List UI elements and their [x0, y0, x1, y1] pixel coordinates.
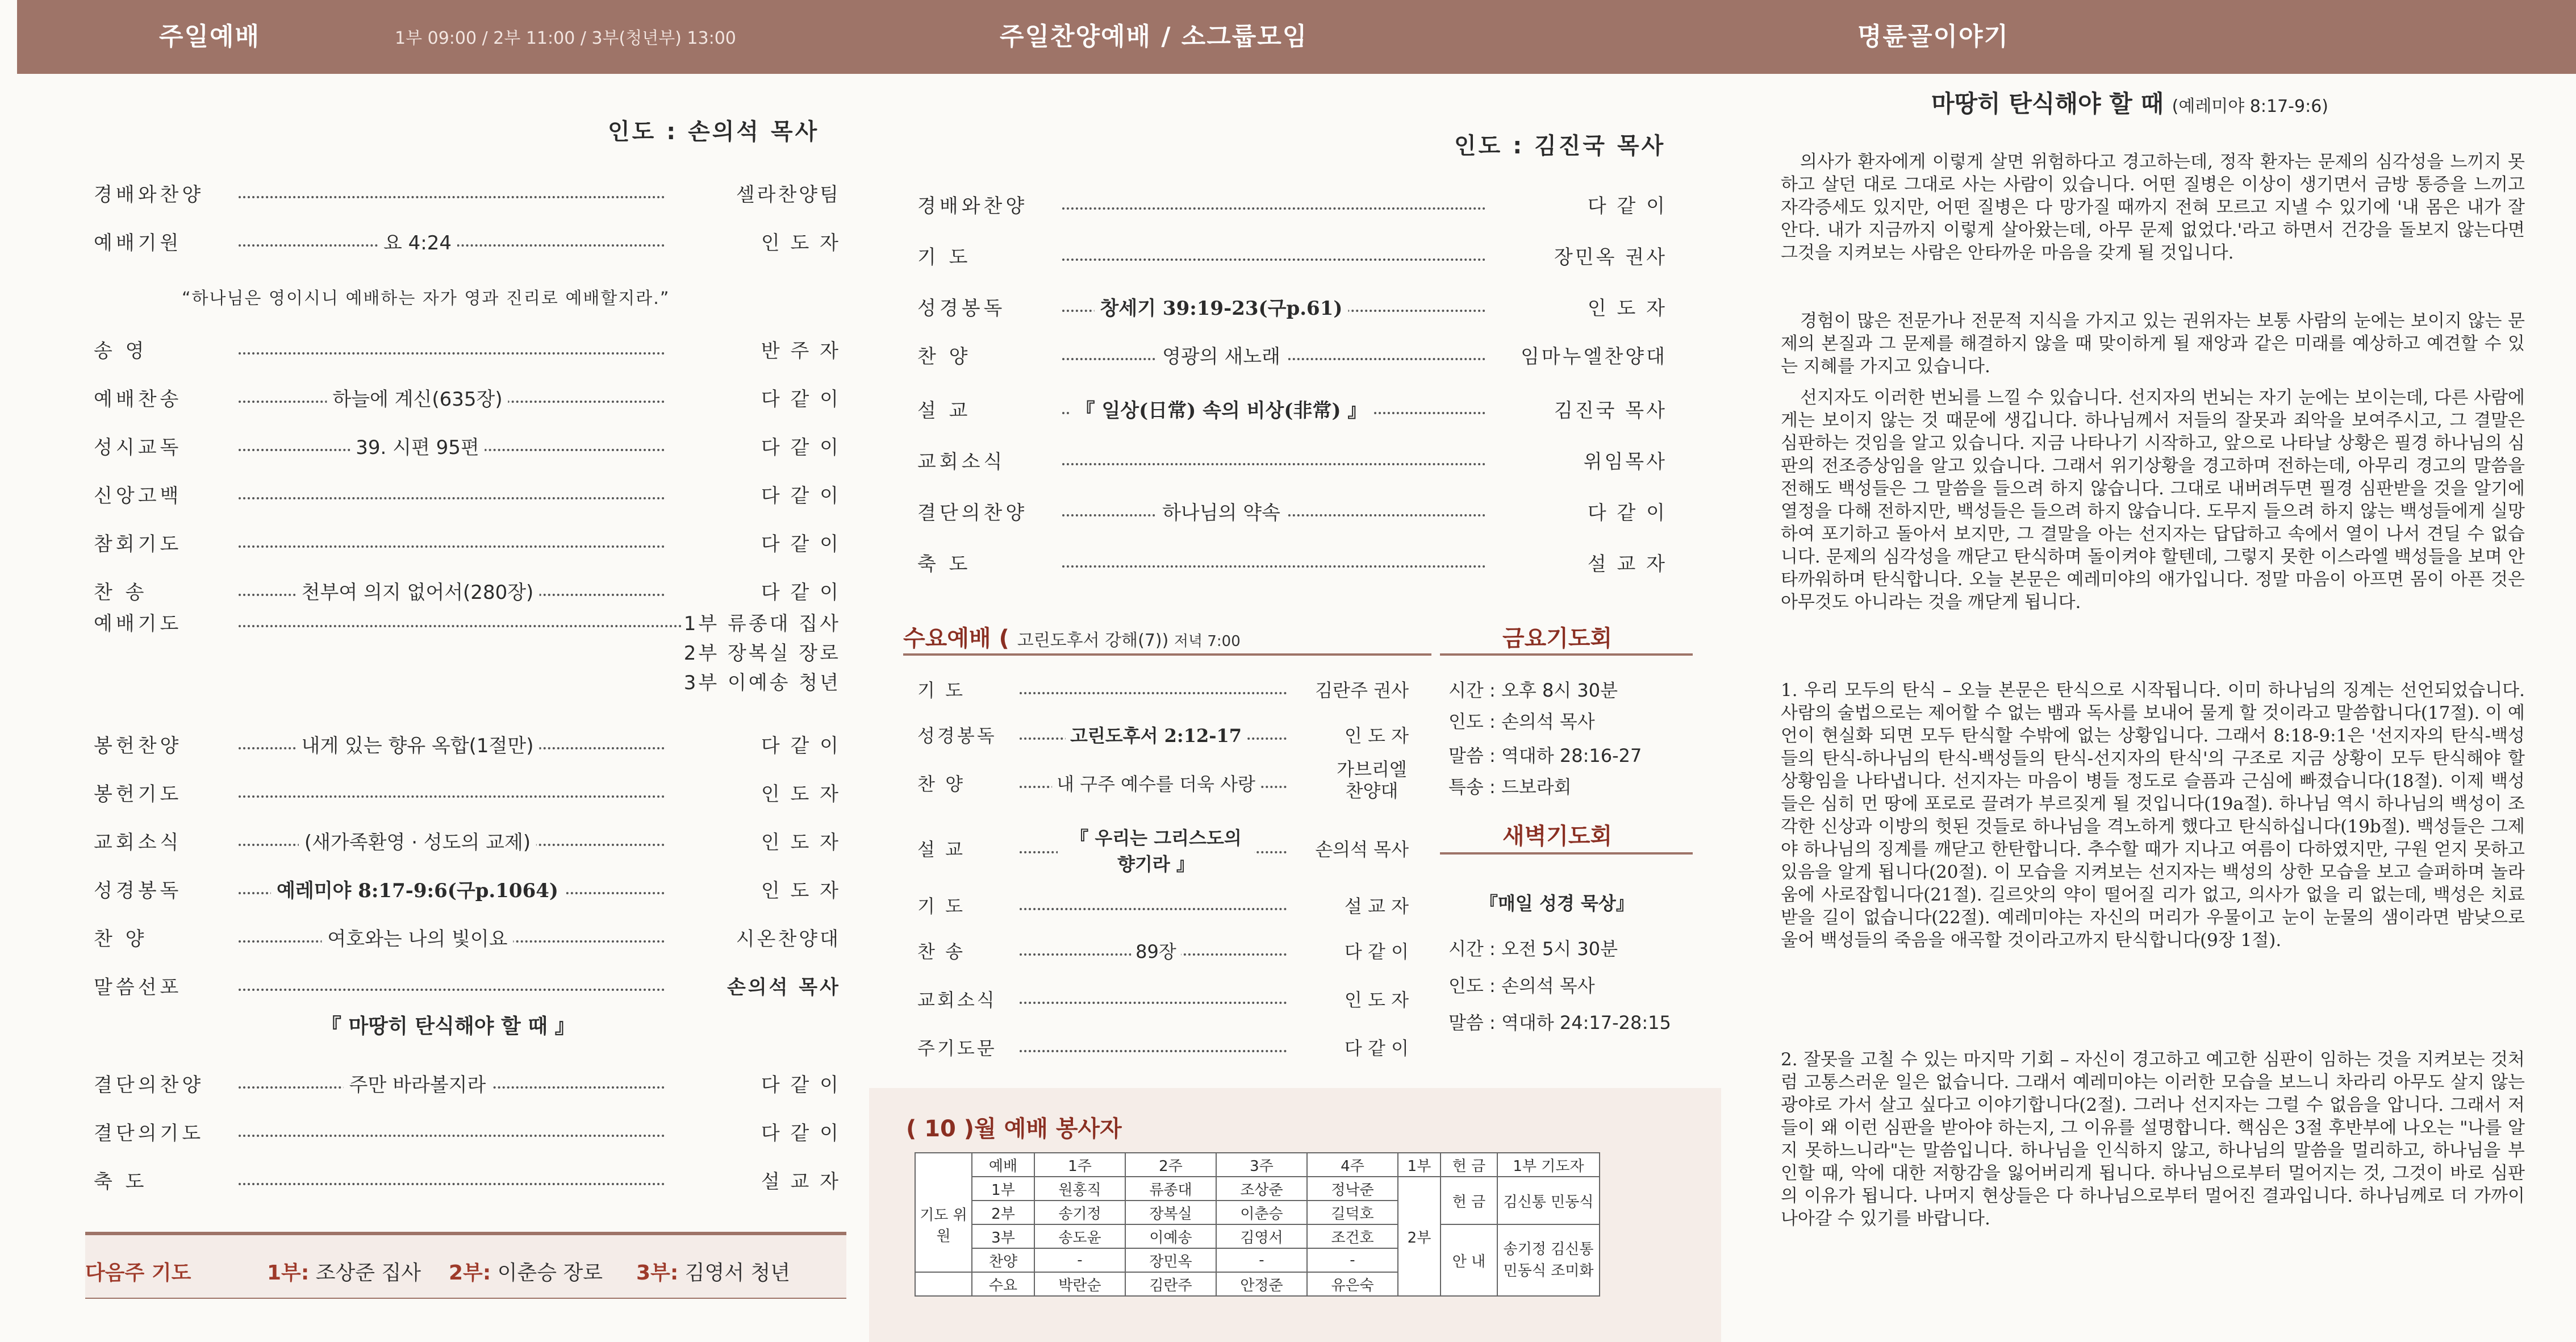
order-row	[94, 923, 841, 957]
wed-row	[917, 722, 1409, 756]
dot-leader	[239, 497, 665, 499]
order-row	[94, 1166, 841, 1200]
row-label: 축 도	[917, 553, 971, 576]
row-label: 성경봉독	[917, 297, 1006, 320]
banner-title: 명륜골이야기	[1857, 22, 2010, 51]
dot-leader	[1020, 692, 1287, 694]
order-row	[94, 875, 841, 909]
row-label: 찬 송	[94, 581, 148, 604]
row-label: 기 도	[917, 680, 965, 701]
row-value: 다 같 이	[761, 485, 841, 507]
next-3: 3부: 김영서 청년	[636, 1261, 791, 1285]
order-row	[94, 528, 841, 562]
row-value: 다 같 이	[761, 436, 841, 459]
row-value: 인 도 자	[761, 232, 841, 255]
row-label: 송 영	[94, 340, 148, 362]
essay-banner	[1721, 0, 2576, 74]
row-label: 찬 양	[917, 345, 971, 368]
row-value: 손의석 목사	[727, 976, 841, 999]
row-label: 성경봉독	[94, 880, 182, 902]
row-value: 반 주 자	[761, 340, 841, 362]
order-row	[94, 1069, 841, 1103]
row-detail: 하나님의 약속	[1157, 497, 1286, 525]
row-value: 셀라찬양팀	[736, 184, 841, 206]
essay-paragraph: 2. 잘못을 고칠 수 있는 마지막 기회 – 자신이 경고하고 예고한 심판이 임하는 것을 지켜보는 것처럼 고통스러운 일은 없습니다. 그래서 예레미야는 이러한 모습을 보느니 차라리 아무도 살지 않는 광야로 가서 살고 싶다고 이야기합니다(2절). 그러나 선지자는 그럴 수 없음을 압니다. 그래서 저들이 왜 이런 심판을 받아야 하는지, 그 이유를 설명합니다. 핵심은 3절 후반부에 나오는 "나를 알지 못하느니라"는 말씀입니다. 하나님을 인식하지 않고, 하나님의 말씀을 멀리하고, 하나님을 부인할 때, 악에 대한 저항감을 잃어버리게 됩니다. 하나님으로부터 멀어지는 것, 그것이 바로 심판의 이유가 됩니다. 나머지 현상들은 다 하나님으로부터 멀어진 결과입니다. 하나님께로 더 가까이 나아갈 수 있기를 바랍니다.	[1781, 1049, 2525, 1229]
row-detail: 요 4:24	[378, 227, 457, 255]
row-detail: 영광의 새노래	[1157, 341, 1286, 369]
row-label: 기 도	[917, 895, 965, 917]
dot-leader	[239, 1135, 665, 1137]
row-label: 신앙고백	[94, 485, 182, 507]
row-label: 찬 양	[917, 773, 965, 795]
row-value: 장민옥 권사	[1554, 246, 1667, 269]
row-label: 예배찬송	[94, 388, 182, 411]
order-row	[94, 827, 841, 861]
fri-title: 금요기도회	[1502, 626, 1613, 652]
wed-row	[917, 892, 1409, 926]
row-value: 인 도 자	[1587, 297, 1667, 320]
order-row	[94, 730, 841, 764]
evening-row	[917, 341, 1667, 375]
order-row	[94, 480, 841, 514]
row-label: 주기도문	[917, 1037, 997, 1059]
row-detail: 내 구주 예수를 더욱 사랑	[1052, 770, 1260, 796]
row-value: 다 같 이	[1587, 502, 1667, 524]
next-label: 다음주 기도	[85, 1261, 191, 1285]
row-value: 인 도 자	[761, 831, 841, 854]
row-detail: 주만 바라볼지라	[344, 1069, 492, 1097]
wed-row	[917, 937, 1409, 972]
dot-leader	[1020, 908, 1287, 910]
row-value: 다 같 이	[1344, 941, 1409, 962]
row-label: 봉헌찬양	[94, 735, 182, 757]
order-row	[94, 608, 841, 642]
row-label: 경배와찬양	[94, 184, 204, 206]
leader: 인도 : 손의석 목사	[608, 119, 820, 145]
banner-times: 1부 09:00 / 2부 11:00 / 3부(청년부) 13:00	[395, 28, 736, 48]
order-row	[94, 335, 841, 369]
essay-paragraph: 선지자도 이러한 번뇌를 느낄 수 있습니다. 선지자의 번뇌는 자기 눈에는 보이는데, 다른 사람에게는 보이지 않는 것 때문에 생깁니다. 하나님께서 저들의 잘못과 죄악을 보여주시고, 그 결말은 심판하는 것임을 알고 있습니다. 지금 나타나기 시작하고, 앞으로 나타날 상황은 필경 하나님의 심판의 전조증상임을 알고 있습니다. 그래서 위기상황을 경고하며 전하는데, 아무리 경고의 말씀을 전해도 백성들은 그 말씀을 들으려 하지 않습니다. 그대로 내버려두면 필경 심판받을 것을 알기에 열정을 다해 전하지만, 백성들은 들으려 하지 않습니다. 도무지 들으려 하지 않는 백성들에게 실망하여 포기하고 돌아서 보지만, 그 결말을 아는 선지자는 답답하고 속에서 열이 나서 견딜 수 없습니다. 문제의 심각성을 깨닫고 탄식하며 돌이켜야 할텐데, 그렇지 못한 이스라엘 백성들을 보며 안타까워하며 탄식합니다. 오늘 본문은 예레미야의 애가입니다. 정말 마음이 아프면 몸이 아픈 것은 아무것도 아니라는 것을 깨닫게 됩니다.	[1781, 387, 2525, 612]
row-label: 교회소식	[94, 831, 182, 854]
row-label: 결단의기도	[94, 1122, 204, 1145]
row-detail: 39. 시편 95편	[350, 432, 485, 460]
row-detail: 『 우리는 그리스도의 향기라 』	[1058, 824, 1254, 876]
wed-line	[903, 653, 1431, 656]
row-value: 임마누엘찬양대	[1521, 345, 1667, 368]
row-value: 위임목사	[1583, 451, 1667, 473]
prayer-3: 3부 이예송 청년	[683, 672, 841, 694]
row-label: 결단의찬양	[94, 1074, 204, 1097]
sermon-title: 『 마땅히 탄식해야 할 때 』	[321, 1014, 575, 1038]
wed-row	[917, 827, 1409, 875]
row-label: 기 도	[917, 246, 971, 269]
row-detail: 내게 있는 향유 옥합(1절만)	[295, 730, 539, 758]
evening-row	[917, 395, 1667, 429]
row-label: 경배와찬양	[917, 195, 1028, 218]
fri-line	[1440, 653, 1693, 656]
row-value: 설 교 자	[1344, 895, 1409, 917]
row-label: 참회기도	[94, 533, 182, 556]
evening-row	[917, 446, 1667, 480]
row-value: 1부 류종대 집사	[683, 612, 841, 635]
dawn-line	[1440, 852, 1693, 855]
row-value: 다 같 이	[761, 1074, 841, 1097]
row-label: 찬 양	[94, 928, 148, 951]
row-value: 인 도 자	[1344, 725, 1409, 747]
row-value: 김란주 권사	[1315, 680, 1409, 701]
essay-title: 마땅히 탄식해야 할 때 (예레미야 8:17-9:6)	[1931, 90, 2328, 118]
invocation-quote: “하나님은 영이시니 예배하는 자가 영과 진리로 예배할지라.”	[182, 289, 670, 309]
wed-row	[917, 758, 1409, 804]
row-label: 찬 송	[917, 941, 965, 962]
dot-leader	[1062, 207, 1485, 210]
row-detail: 89장	[1131, 937, 1181, 964]
evening-row	[917, 548, 1667, 582]
row-value: 다 같 이	[1344, 1037, 1409, 1059]
row-value: 다 같 이	[1587, 195, 1667, 218]
order-row	[94, 227, 841, 261]
banner-title: 주일예배	[159, 22, 261, 51]
dot-leader	[1062, 259, 1485, 261]
row-detail: (새가족환영 · 성도의 교제)	[299, 827, 536, 855]
dawn-word: 말씀 : 역대하 24:17-28:15	[1448, 1012, 1671, 1033]
essay-paragraph: 1. 우리 모두의 탄식 – 오늘 본문은 탄식으로 시작됩니다. 이미 하나님의 징계는 선언되었습니다. 사람의 술법으로는 제어할 수 없는 뱀과 독사를 보내어 물게 할 것이라고 말씀합니다(17절). 이 예언이 현실화 되면 모두 탄식할 수밖에 없는 상황입니다. 그래서 8:18-9:1은 '선지자의 탄식-백성들의 탄식-하나님의 탄식-백성들의 탄식-선지자의 탄식'의 구조로 지금 상황이 모두 탄식해야 할 상황임을 나타냅니다. 선지자는 마음이 병들 정도로 슬픔과 근심에 빠졌습니다(18절). 이제 백성들은 심히 먼 땅에 포로로 끌려가 부르짖게 될 것입니다(19a절). 하나님 역시 하나님의 백성이 조각한 신상과 이방의 헛된 것들로 하나님을 격노하게 했다고 탄식하십니다(19b절). 백성들은 그제야 하나님의 징계를 깨닫고 한탄합니다. 추수할 때가 지나고 여름이 다하였지만, 구원 얻지 못하고 있음을 알게 됩니다(20절). 이 모습을 지켜보는 선지자는 백성의 상한 모습을 보고 슬퍼하며 놀라움에 사로잡힙니다(21절). 길르앗의 약이 떨어질 리가 없고, 의사가 없을 리 없는데, 백성은 치료받을 길이 없습니다(22절). 예레미야는 자신의 머리가 우물이고 눈이 눈물의 샘이라면 밤낮으로 울어 백성들의 죽음을 애곡할 것이라고까지 탄식합니다(9장 1절).	[1781, 680, 2525, 951]
fri-special: 특송 : 드보라회	[1448, 776, 1572, 798]
next-2: 2부: 이춘승 장로	[449, 1261, 603, 1285]
dot-leader	[239, 545, 665, 548]
row-detail: 고린도후서 2:12-17	[1066, 722, 1246, 748]
wed-row	[917, 986, 1409, 1020]
evening-banner	[869, 0, 1721, 74]
fri-word: 말씀 : 역대하 28:16-27	[1448, 745, 1642, 766]
row-detail: 창세기 39:19-23(구p.61)	[1095, 293, 1348, 320]
row-label: 설 교	[917, 399, 971, 422]
dawn-time: 시간 : 오전 5시 30분	[1448, 938, 1618, 960]
dot-leader	[239, 989, 665, 991]
wed-row	[917, 1034, 1409, 1068]
essay-paragraph: 경험이 많은 전문가나 전문적 지식을 가지고 있는 권위자는 보통 사람의 눈에는 보이지 않는 문제의 본질과 그 문제를 해결하지 않을 때 맞이하게 될 재앙과 같은 미래를 예상하고 예견할 수 있는 지혜를 가지고 있습니다.	[1781, 311, 2525, 377]
dot-leader	[1020, 1050, 1287, 1052]
order-row	[94, 179, 841, 213]
evening-row	[917, 241, 1667, 276]
row-label: 축 도	[94, 1170, 148, 1193]
row-label: 성경봉독	[917, 725, 997, 747]
row-value: 김진국 목사	[1554, 399, 1667, 422]
evening-row	[917, 190, 1667, 224]
row-value: 다 같 이	[761, 533, 841, 556]
row-label: 교회소식	[917, 989, 997, 1011]
row-value: 인 도 자	[1344, 989, 1409, 1011]
row-detail: 천부여 의지 없어서(280장)	[296, 577, 540, 605]
fri-time: 시간 : 오후 8시 30분	[1448, 680, 1618, 701]
order-row	[94, 432, 841, 466]
wed-title: 수요예배 ( 고린도후서 강해(7)) 저녁 7:00	[903, 626, 1241, 652]
row-detail: 예레미야 8:17-9:6(구p.1064)	[271, 875, 564, 903]
dot-leader	[239, 1183, 665, 1185]
dot-leader	[1062, 463, 1485, 465]
dawn-theme: 『매일 성경 묵상』	[1480, 893, 1634, 914]
next-week-prayer	[85, 1232, 846, 1299]
row-label: 결단의찬양	[917, 502, 1028, 524]
servers-title: ( 10 )월 예배 봉사자	[906, 1116, 1122, 1142]
dot-leader	[1062, 565, 1485, 568]
row-value: 다 같 이	[761, 581, 841, 604]
dot-leader	[239, 196, 665, 198]
row-value: 다 같 이	[761, 1122, 841, 1145]
row-value: 인 도 자	[761, 880, 841, 902]
servers-table: 예배 1주 2주 3주 4주 1부 헌 금 1부 기도자 기도 위원 1부 원홍직 류종대 조상준 정낙준 2부 헌 금 김신통 민동식 2부 송기정 장복실 이춘승 길덕호 3부 송도윤 이예송 김영서 조건호 안 내 송기정 김신통 민동식 조미화 찬양 - 장민옥 - - 수요 박란순 김란주 안정준 유은숙	[915, 1152, 1600, 1297]
row-value: 설 교 자	[761, 1170, 841, 1193]
dot-leader	[239, 352, 665, 355]
row-label: 예배기도	[94, 612, 182, 635]
row-label: 봉헌기도	[94, 783, 182, 806]
order-row	[94, 577, 841, 611]
row-detail: 하늘에 계신(635장)	[327, 384, 508, 411]
row-label: 설 교	[917, 839, 965, 860]
row-label: 말씀선포	[94, 976, 182, 999]
leader: 인도 : 김진국 목사	[1454, 133, 1666, 159]
order-row	[94, 1118, 841, 1152]
row-detail: 여호와는 나의 빛이요	[322, 923, 513, 951]
row-label: 교회소식	[917, 451, 1006, 473]
wed-row	[917, 676, 1409, 710]
evening-row	[917, 497, 1667, 531]
dot-leader	[239, 625, 682, 627]
next-1: 1부: 조상준 집사	[267, 1261, 421, 1285]
dawn-leader: 인도 : 손의석 목사	[1448, 975, 1595, 997]
essay-paragraph: 의사가 환자에게 이렇게 살면 위험하다고 경고하는데, 정작 환자는 문제의 심각성을 느끼지 못하고 살던 대로 그대로 사는 사람이 있습니다. 어떤 질병은 이상이 생기면서 금방 통증을 느끼고 자각증세도 있지만, 어떤 질병은 다 망가질 때까지 전혀 모르고 지낼 수 있기에 '내 몸은 내가 잘 안다. 내가 지금까지 이렇게 살아왔는데, 아무 문제 없었다.'라고 하면서 건강을 돌보지 않는다면 그것을 지켜보는 사람은 안타까운 마음을 갖게 될 것입니다.	[1781, 152, 2525, 263]
row-value: 시온찬양대	[736, 928, 841, 951]
row-value: 설 교 자	[1587, 553, 1667, 576]
row-label: 성시교독	[94, 436, 182, 459]
fri-leader: 인도 : 손의석 목사	[1448, 711, 1595, 732]
order-row	[94, 972, 841, 1006]
banner-title: 주일찬양예배 / 소그룹모임	[1000, 22, 1308, 51]
sunday-banner	[17, 0, 869, 74]
row-value: 손의석 목사	[1315, 839, 1409, 860]
row-value: 가브리엘 찬양대	[1337, 758, 1407, 802]
dot-leader	[239, 795, 665, 798]
dot-leader	[1020, 1002, 1287, 1004]
order-row	[94, 384, 841, 418]
evening-row	[917, 293, 1667, 327]
row-value: 다 같 이	[761, 388, 841, 411]
order-row	[94, 778, 841, 812]
row-label: 예배기원	[94, 232, 182, 255]
row-value: 다 같 이	[761, 735, 841, 757]
prayer-2: 2부 장복실 장로	[683, 642, 841, 665]
row-detail: 『 일상(日常) 속의 비상(非常) 』	[1070, 395, 1373, 423]
dawn-title: 새벽기도회	[1502, 823, 1613, 849]
row-value: 인 도 자	[761, 783, 841, 806]
